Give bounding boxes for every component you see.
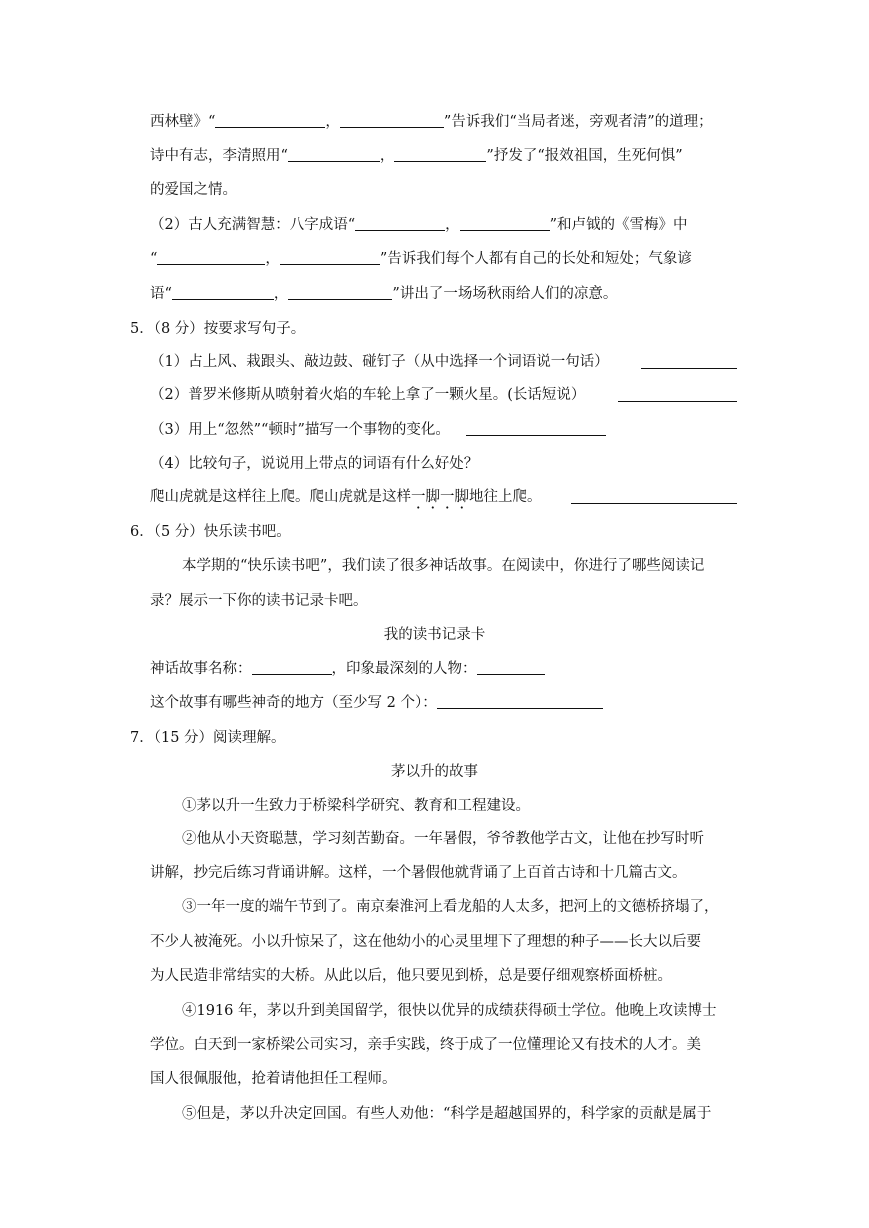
q6-paragraph-2: 录？展示一下你的读书记录卡吧。 xyxy=(150,593,368,609)
paragraph-3-line-2: 不少人被淹死。小以升惊呆了，这在他幼小的心灵里埋下了理想的种子——长大以后要 xyxy=(150,934,701,950)
q6-paragraph-1: 本学期的“快乐读书吧”，我们读了很多神话故事。在阅读中，你进行了哪些阅读记 xyxy=(182,558,705,574)
paragraph-3-line-3: 为人民造非常结实的大桥。从此以后，他只要见到桥，总是要仔细观察桥面桥桩。 xyxy=(150,968,672,984)
answer-blank[interactable] xyxy=(355,215,445,231)
story-title: 茅以升的故事 xyxy=(391,764,478,780)
q4-line-3: 的爱国之情。 xyxy=(150,182,237,198)
q4-line-6: 语“ ， ”讲出了一场场秋雨给人们的凉意。 xyxy=(150,286,618,302)
answer-blank[interactable] xyxy=(460,215,550,231)
q7-title: 7．（15 分）阅读理解。 xyxy=(130,730,286,746)
answer-blank[interactable] xyxy=(288,284,392,300)
story-name-blank[interactable] xyxy=(252,659,332,675)
paragraph-3-line-1: ③一年一度的端午节到了。南京秦淮河上看龙船的人太多，把河上的文德桥挤塌了， xyxy=(182,899,719,915)
paragraph-4-line-2: 学位。白天到一家桥梁公司实习，亲手实践，终于成了一位懂理论又有技术的人才。美 xyxy=(150,1037,701,1053)
character-blank[interactable] xyxy=(477,659,545,675)
answer-blank[interactable] xyxy=(641,353,737,369)
dotted-word: 一 xyxy=(440,489,455,505)
q5-title: 5．（8 分）按要求写句子。 xyxy=(130,321,306,337)
dotted-word: 一 xyxy=(411,489,426,505)
wonders-blank[interactable] xyxy=(437,693,603,709)
q4-line-2: 诗中有志，李清照用“ ， ”抒发了“报效祖国，生死何惧” xyxy=(150,148,683,164)
answer-blank[interactable] xyxy=(618,386,737,402)
q5-item-2: （2）普罗米修斯从喷射着火焰的车轮上拿了一颗火星。(长话短说） xyxy=(150,387,586,403)
q5-item-3: （3）用上“忽然”“顿时”描写一个事物的变化。 xyxy=(150,420,606,440)
answer-blank[interactable] xyxy=(466,420,606,436)
paragraph-4-line-1: ④1916 年，茅以升到美国留学，很快以优异的成绩获得硕士学位。他晚上攻读博士 xyxy=(182,1003,717,1019)
dotted-word: 脚 xyxy=(454,489,469,505)
q6-field-2: 这个故事有哪些神奇的地方（至少写 2 个）： xyxy=(150,693,603,713)
answer-blank[interactable] xyxy=(340,112,444,128)
answer-blank[interactable] xyxy=(288,146,380,162)
answer-blank[interactable] xyxy=(172,284,274,300)
q4-line-1: 西林壁》“ ， ”告诉我们“当局者迷，旁观者清”的道理； xyxy=(150,114,713,130)
paragraph-1: ①茅以升一生致力于桥梁科学研究、教育和工程建设。 xyxy=(182,798,530,814)
answer-blank[interactable] xyxy=(215,112,325,128)
paragraph-4-line-3: 国人很佩服他，抢着请他担任工程师。 xyxy=(150,1071,397,1087)
q5-item-1: （1）占上风、栽跟头、敲边鼓、碰钉子（从中选择一个词语说一句话） xyxy=(150,354,609,370)
answer-blank[interactable] xyxy=(571,488,737,504)
answer-blank[interactable] xyxy=(157,249,265,265)
paragraph-5-line-1: ⑤但是，茅以升决定回国。有些人劝他：“科学是超越国界的，科学家的贡献是属于 xyxy=(182,1106,712,1122)
q5-item-4: （4）比较句子，说说用上带点的词语有什么好处？ xyxy=(150,456,479,472)
reading-card-title: 我的读书记录卡 xyxy=(383,627,486,643)
answer-blank[interactable] xyxy=(280,249,380,265)
q4-line-4: （2）古人充满智慧：八字成语“ ， ”和卢钺的《雪梅》中 xyxy=(150,217,688,233)
paragraph-2-line-2: 讲解，抄完后练习背诵讲解。这样，一个暑假他就背诵了上百首古诗和十几篇古文。 xyxy=(150,865,687,881)
paragraph-2-line-1: ②他从小天资聪慧，学习刻苦勤奋。一年暑假，爷爷教他学古文，让他在抄写时听 xyxy=(182,831,704,847)
q6-field-1: 神话故事名称： ，印象最深刻的人物： xyxy=(150,659,545,679)
q4-line-5: “ ， ”告诉我们每个人都有自己的长处和短处；气象谚 xyxy=(150,251,692,267)
q6-title: 6．（5 分）快乐读书吧。 xyxy=(130,524,291,540)
q5-compare-sentences: 爬山虎就是这样往上爬。爬山虎就是这样一脚一脚地往上爬。 xyxy=(150,489,542,505)
answer-blank[interactable] xyxy=(394,146,486,162)
dotted-word: 脚 xyxy=(425,489,440,505)
